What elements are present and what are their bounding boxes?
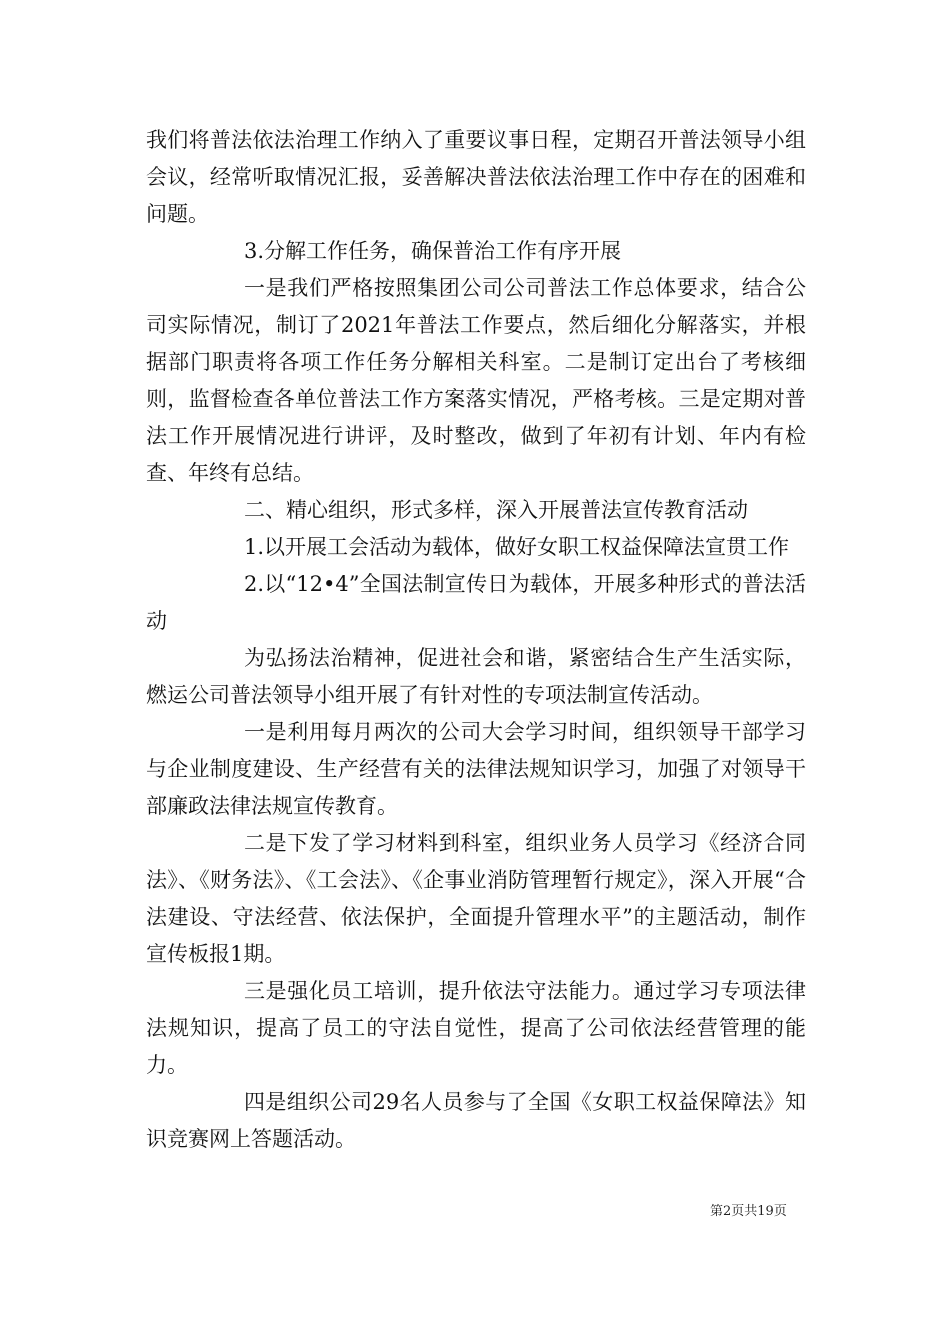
paragraph-4: 二、精心组织，形式多样，深入开展普法宣传教育活动 — [244, 498, 748, 522]
paragraph-5: 1.以开展工会活动为载体，做好女职工权益保障法宣贯工作 — [244, 535, 790, 559]
paragraph-1: 我们将普法依法治理工作纳入了重要议事日程，定期召开普法领导小组会议，经常听取情况汇报，妥善解决普法依法治理工作中存在的困难和问题。 — [146, 128, 806, 226]
paragraph-2: 3.分解工作任务，确保普治工作有序开展 — [244, 239, 622, 263]
paragraph-3: 一是我们严格按照集团公司公司普法工作总体要求，结合公司实际情况，制订了2021年普法工作要点，然后细化分解落实，并根据部门职责将各项工作任务分解相关科室。二是制订定出台了考核细则，监督检查各单位普法工作方案落实情况，严格考核。三是定期对普法工作开展情况进行讲评，及时整改，做到了年初有计划、年内有检查、年终有总结。 — [146, 276, 806, 485]
paragraph-10: 三是强化员工培训，提升依法守法能力。通过学习专项法律法规知识，提高了员工的守法自觉性，提高了公司依法经营管理的能力。 — [146, 979, 806, 1077]
paragraph-7: 为弘扬法治精神，促进社会和谐，紧密结合生产生活实际，燃运公司普法领导小组开展了有针对性的专项法制宣传活动。 — [146, 646, 806, 707]
paragraph-8: 一是利用每月两次的公司大会学习时间，组织领导干部学习与企业制度建设、生产经营有关的法律法规知识学习，加强了对领导干部廉政法律法规宣传教育。 — [146, 720, 806, 818]
document-body — [146, 122, 806, 1158]
paragraph-6: 2.以“12•4”全国法制宣传日为载体，开展多种形式的普法活动 — [146, 572, 806, 633]
page-number-footer: 第2页共19页 — [710, 1204, 787, 1219]
paragraph-11: 四是组织公司29名人员参与了全国《女职工权益保障法》知识竞赛网上答题活动。 — [146, 1090, 806, 1151]
paragraph-9: 二是下发了学习材料到科室，组织业务人员学习《经济合同法》、《财务法》、《工会法》、《企事业消防管理暂行规定》，深入开展“合法建设、守法经营、依法保护，全面提升管理水平”的主题活动，制作宣传板报1期。 — [146, 831, 806, 966]
